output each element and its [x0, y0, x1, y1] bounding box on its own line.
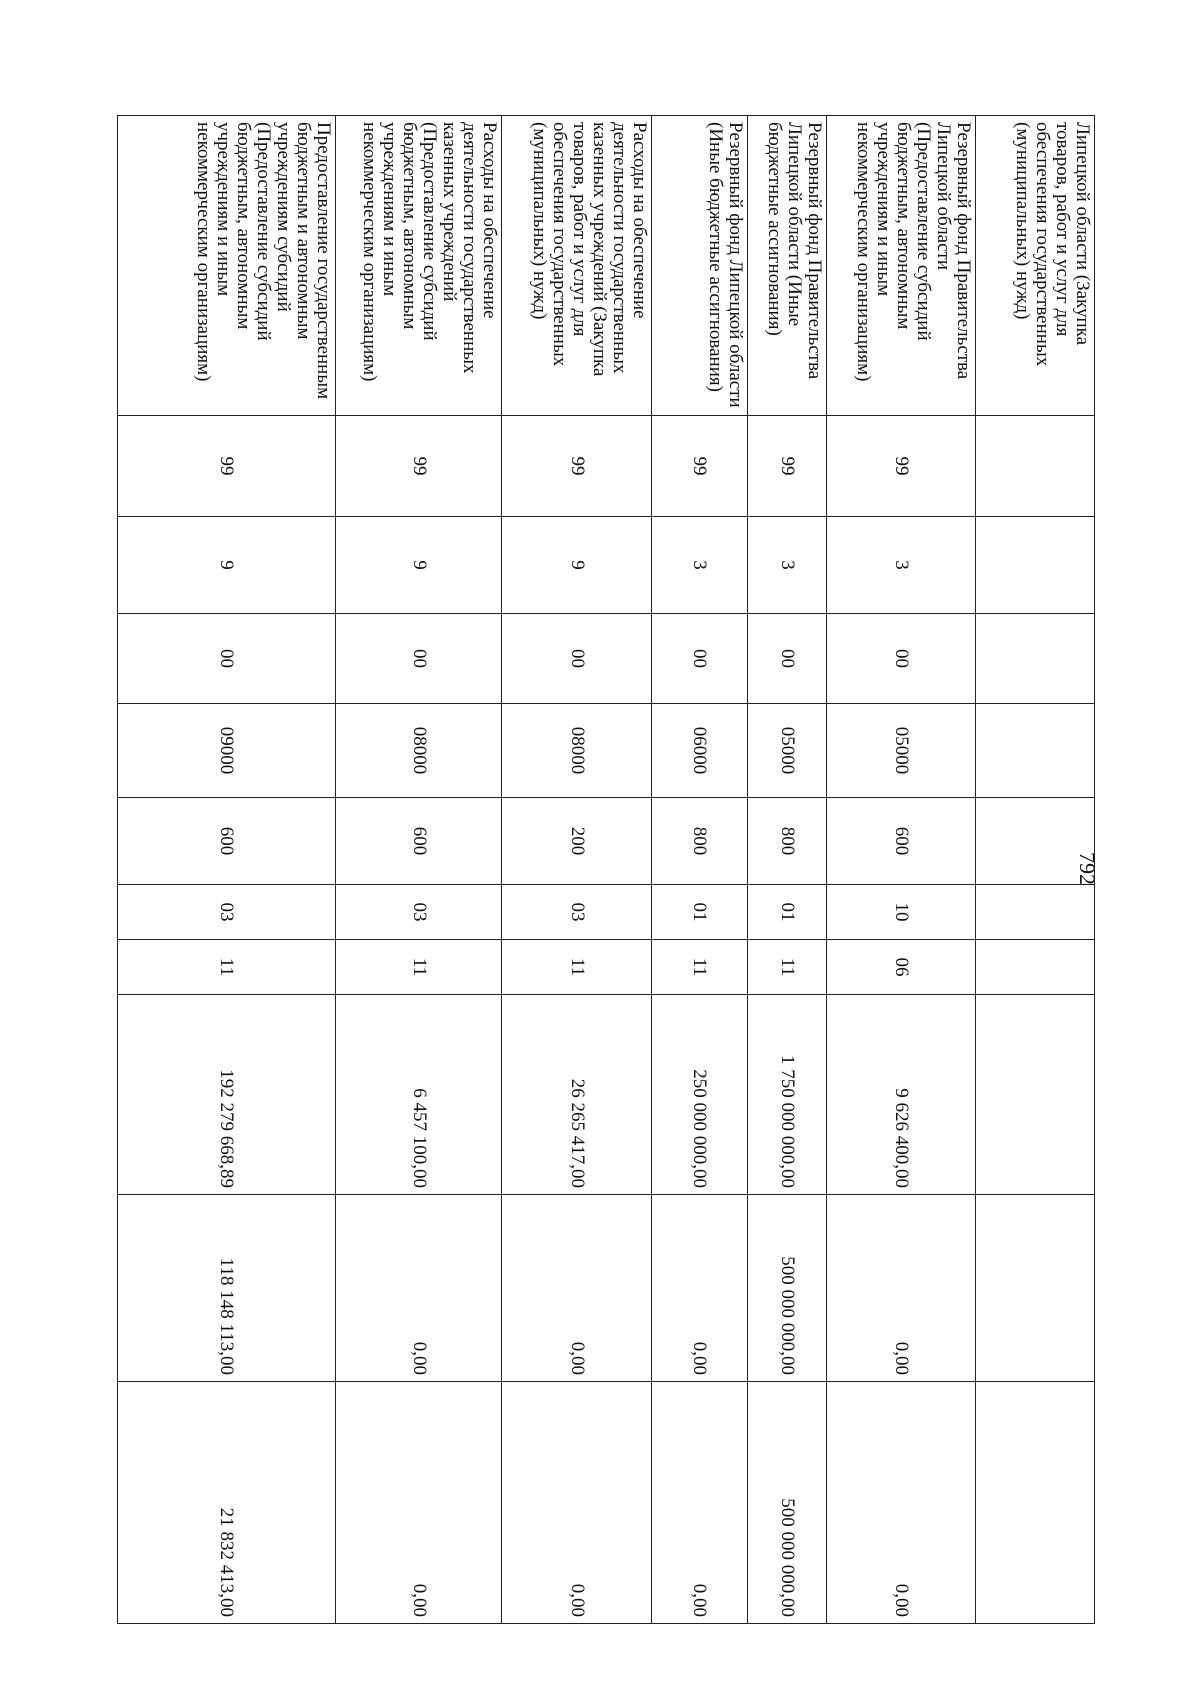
amount-3: 0,00	[651, 1382, 748, 1624]
section-code	[975, 885, 1094, 940]
budget-table	[117, 115, 1095, 1624]
section-code: 10	[826, 885, 975, 940]
section-code: 01	[651, 885, 748, 940]
table-row	[502, 116, 651, 1624]
expense-type-code	[975, 798, 1094, 885]
subsection-code: 11	[651, 940, 748, 995]
subsection-code: 11	[336, 940, 502, 995]
program-code: 99	[502, 416, 651, 517]
event-code: 00	[502, 614, 651, 704]
event-code: 00	[651, 614, 748, 704]
program-code: 99	[651, 416, 748, 517]
section-code: 03	[502, 885, 651, 940]
table-row	[826, 116, 975, 1624]
event-code: 00	[748, 614, 826, 704]
program-code: 99	[826, 416, 975, 517]
subsection-code: 11	[748, 940, 826, 995]
budget-table-wrapper	[117, 115, 1095, 1623]
row-name: Расходы на обеспечение деятельности государственных казенных учреждений (Предоставление субсидий бюджетным, автономным учреждениям и иным некоммерческим организациям)	[336, 116, 502, 416]
direction-code: 05000	[748, 704, 826, 798]
amount-1: 1 750 000 000,00	[748, 995, 826, 1195]
amount-3	[975, 1382, 1094, 1624]
amount-2: 0,00	[502, 1195, 651, 1382]
program-code: 99	[336, 416, 502, 517]
amount-2: 0,00	[826, 1195, 975, 1382]
direction-code	[975, 704, 1094, 798]
section-code: 03	[118, 885, 336, 940]
subprogram-code: 3	[748, 517, 826, 614]
direction-code: 09000	[118, 704, 336, 798]
table-row	[118, 116, 336, 1624]
subprogram-code: 9	[336, 517, 502, 614]
amount-2: 0,00	[336, 1195, 502, 1382]
expense-type-code: 200	[502, 798, 651, 885]
amount-1	[975, 995, 1094, 1195]
expense-type-code: 600	[336, 798, 502, 885]
direction-code: 08000	[336, 704, 502, 798]
subprogram-code	[975, 517, 1094, 614]
event-code: 00	[336, 614, 502, 704]
direction-code: 06000	[651, 704, 748, 798]
expense-type-code: 800	[748, 798, 826, 885]
amount-2: 118 148 113,00	[118, 1195, 336, 1382]
table-row	[975, 116, 1094, 1624]
event-code: 00	[826, 614, 975, 704]
row-name: Липецкой области (Закупка товаров, работ и услуг для обеспечения государственных (муниципальных) нужд)	[975, 116, 1094, 416]
row-name: Резервный фонд Правительства Липецкой области (Иные бюджетные ассигнования)	[748, 116, 826, 416]
expense-type-code: 600	[826, 798, 975, 885]
row-name: Предоставление государственным бюджетным и автономным учреждениям субсидий (Предоставление субсидий бюджетным, автономным учреждениям и иным некоммерческим организациям)	[118, 116, 336, 416]
table-row	[651, 116, 748, 1624]
amount-3: 0,00	[336, 1382, 502, 1624]
amount-1: 9 626 400,00	[826, 995, 975, 1195]
page-number: 792	[1075, 852, 1100, 885]
amount-2	[975, 1195, 1094, 1382]
amount-1: 6 457 100,00	[336, 995, 502, 1195]
amount-3: 0,00	[826, 1382, 975, 1624]
expense-type-code: 800	[651, 798, 748, 885]
subsection-code: 11	[502, 940, 651, 995]
amount-3: 21 832 413,00	[118, 1382, 336, 1624]
subprogram-code: 3	[651, 517, 748, 614]
subprogram-code: 9	[118, 517, 336, 614]
event-code: 00	[118, 614, 336, 704]
amount-2: 500 000 000,00	[748, 1195, 826, 1382]
row-name: Резервный фонд Правительства Липецкой области (Предоставление субсидий бюджетным, автономным учреждениям и иным некоммерческим организациям)	[826, 116, 975, 416]
amount-1: 192 279 668,89	[118, 995, 336, 1195]
program-code	[975, 416, 1094, 517]
expense-type-code: 600	[118, 798, 336, 885]
subprogram-code: 9	[502, 517, 651, 614]
direction-code: 08000	[502, 704, 651, 798]
subsection-code: 06	[826, 940, 975, 995]
section-code: 03	[336, 885, 502, 940]
amount-1: 26 265 417,00	[502, 995, 651, 1195]
program-code: 99	[748, 416, 826, 517]
event-code	[975, 614, 1094, 704]
subsection-code: 11	[118, 940, 336, 995]
amount-3: 0,00	[502, 1382, 651, 1624]
program-code: 99	[118, 416, 336, 517]
table-row	[336, 116, 502, 1624]
amount-1: 250 000 000,00	[651, 995, 748, 1195]
amount-3: 500 000 000,00	[748, 1382, 826, 1624]
subprogram-code: 3	[826, 517, 975, 614]
amount-2: 0,00	[651, 1195, 748, 1382]
row-name: Расходы на обеспечение деятельности государственных казенных учреждений (Закупка товаров, работ и услуг для обеспечения государственных (муниципальных) нужд)	[502, 116, 651, 416]
direction-code: 05000	[826, 704, 975, 798]
row-name: Резервный фонд Липецкой области (Иные бюджетные ассигнования)	[651, 116, 748, 416]
table-row	[748, 116, 826, 1624]
subsection-code	[975, 940, 1094, 995]
section-code: 01	[748, 885, 826, 940]
